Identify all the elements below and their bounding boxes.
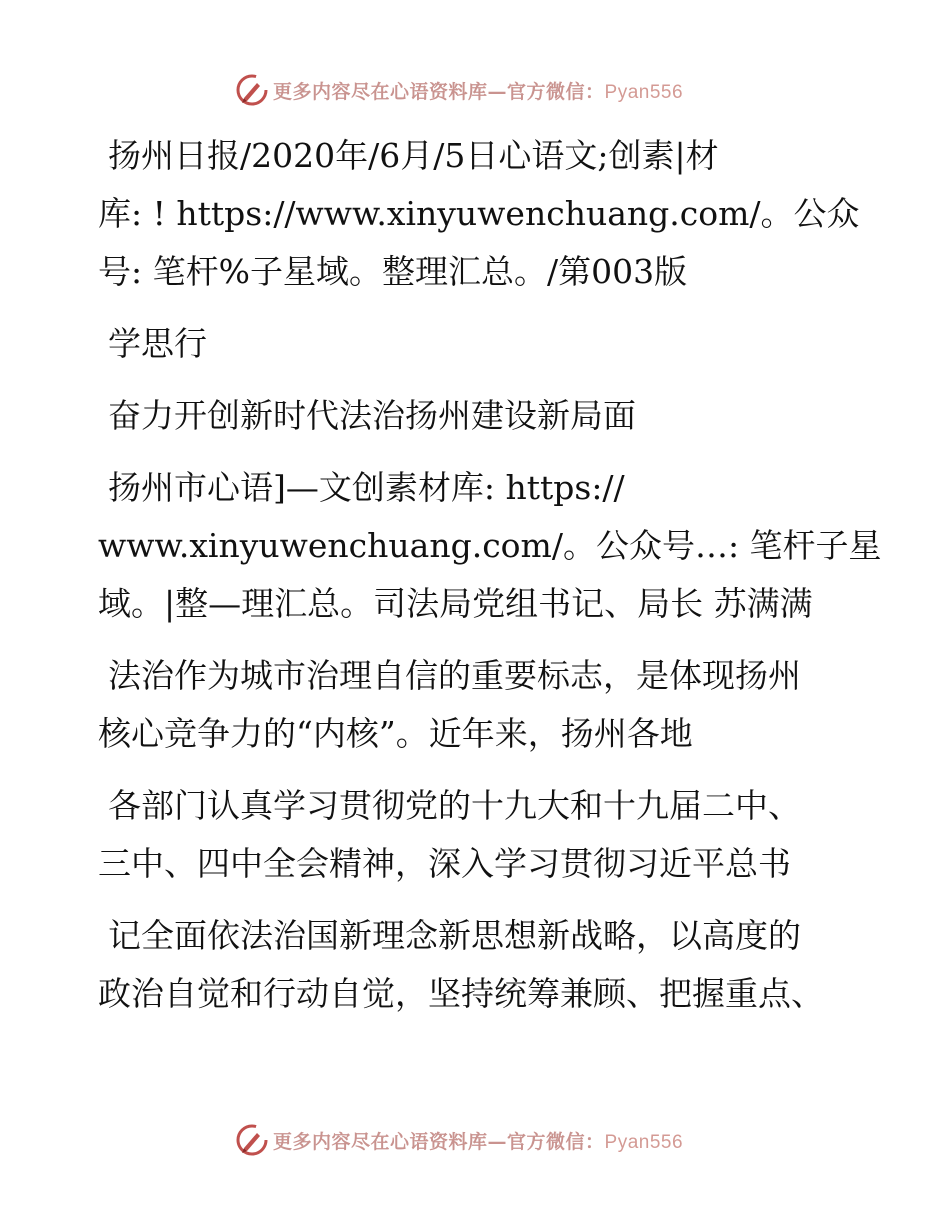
paragraph-body-3 [98,906,898,1022]
text-line: 各部门认真学习贯彻党的十九大和十九届二中、 [108,785,801,825]
text-line: 政治自觉和行动自觉，坚持统筹兼顾、把握重点、 [98,973,824,1013]
watermark-text: 更多内容尽在心语资料库—官方微信：Pyan556 [273,1130,684,1153]
paragraph-byline [98,458,898,632]
text-line: 奋力开创新时代法治扬州建设新局面 [108,395,636,435]
text-line: 号: 笔杆%子星域。整理汇总。/第003版 [98,251,688,291]
footer-watermark [235,1122,683,1158]
paragraph-body-2 [98,776,898,892]
pen-logo-icon [235,73,269,107]
text-line: 法治作为城市治理自信的重要标志，是体现扬州 [108,655,801,695]
paragraph-headline [98,386,898,444]
header-watermark [235,72,683,108]
text-line: 库: ! https://www.xinyuwenchuang.com/。公众 [98,193,860,233]
text-line: www.xinyuwenchuang.com/。公众号…: 笔杆子星 [98,525,882,565]
article-body [98,126,898,1022]
paragraph-dateline [98,126,898,300]
paragraph-body-1 [98,646,898,762]
text-line: 记全面依法治国新理念新思想新战略，以高度的 [108,915,801,955]
text-line: 扬州市心语]—文创素材库: https:// [108,467,625,507]
pen-logo-icon [235,1123,269,1157]
text-line: 扬州日报/2020年/6月/5日心语文;创素|材 [108,135,719,175]
watermark-text: 更多内容尽在心语资料库—官方微信：Pyan556 [273,80,684,103]
text-line: 三中、四中全会精神，深入学习贯彻习近平总书 [98,843,791,883]
paragraph-column-title [98,314,898,372]
text-line: 核心竞争力的“内核”。近年来，扬州各地 [98,713,693,753]
text-line: 域。|整—理汇总。司法局党组书记、局长 苏满满 [98,583,813,623]
text-line: 学思行 [108,323,207,363]
